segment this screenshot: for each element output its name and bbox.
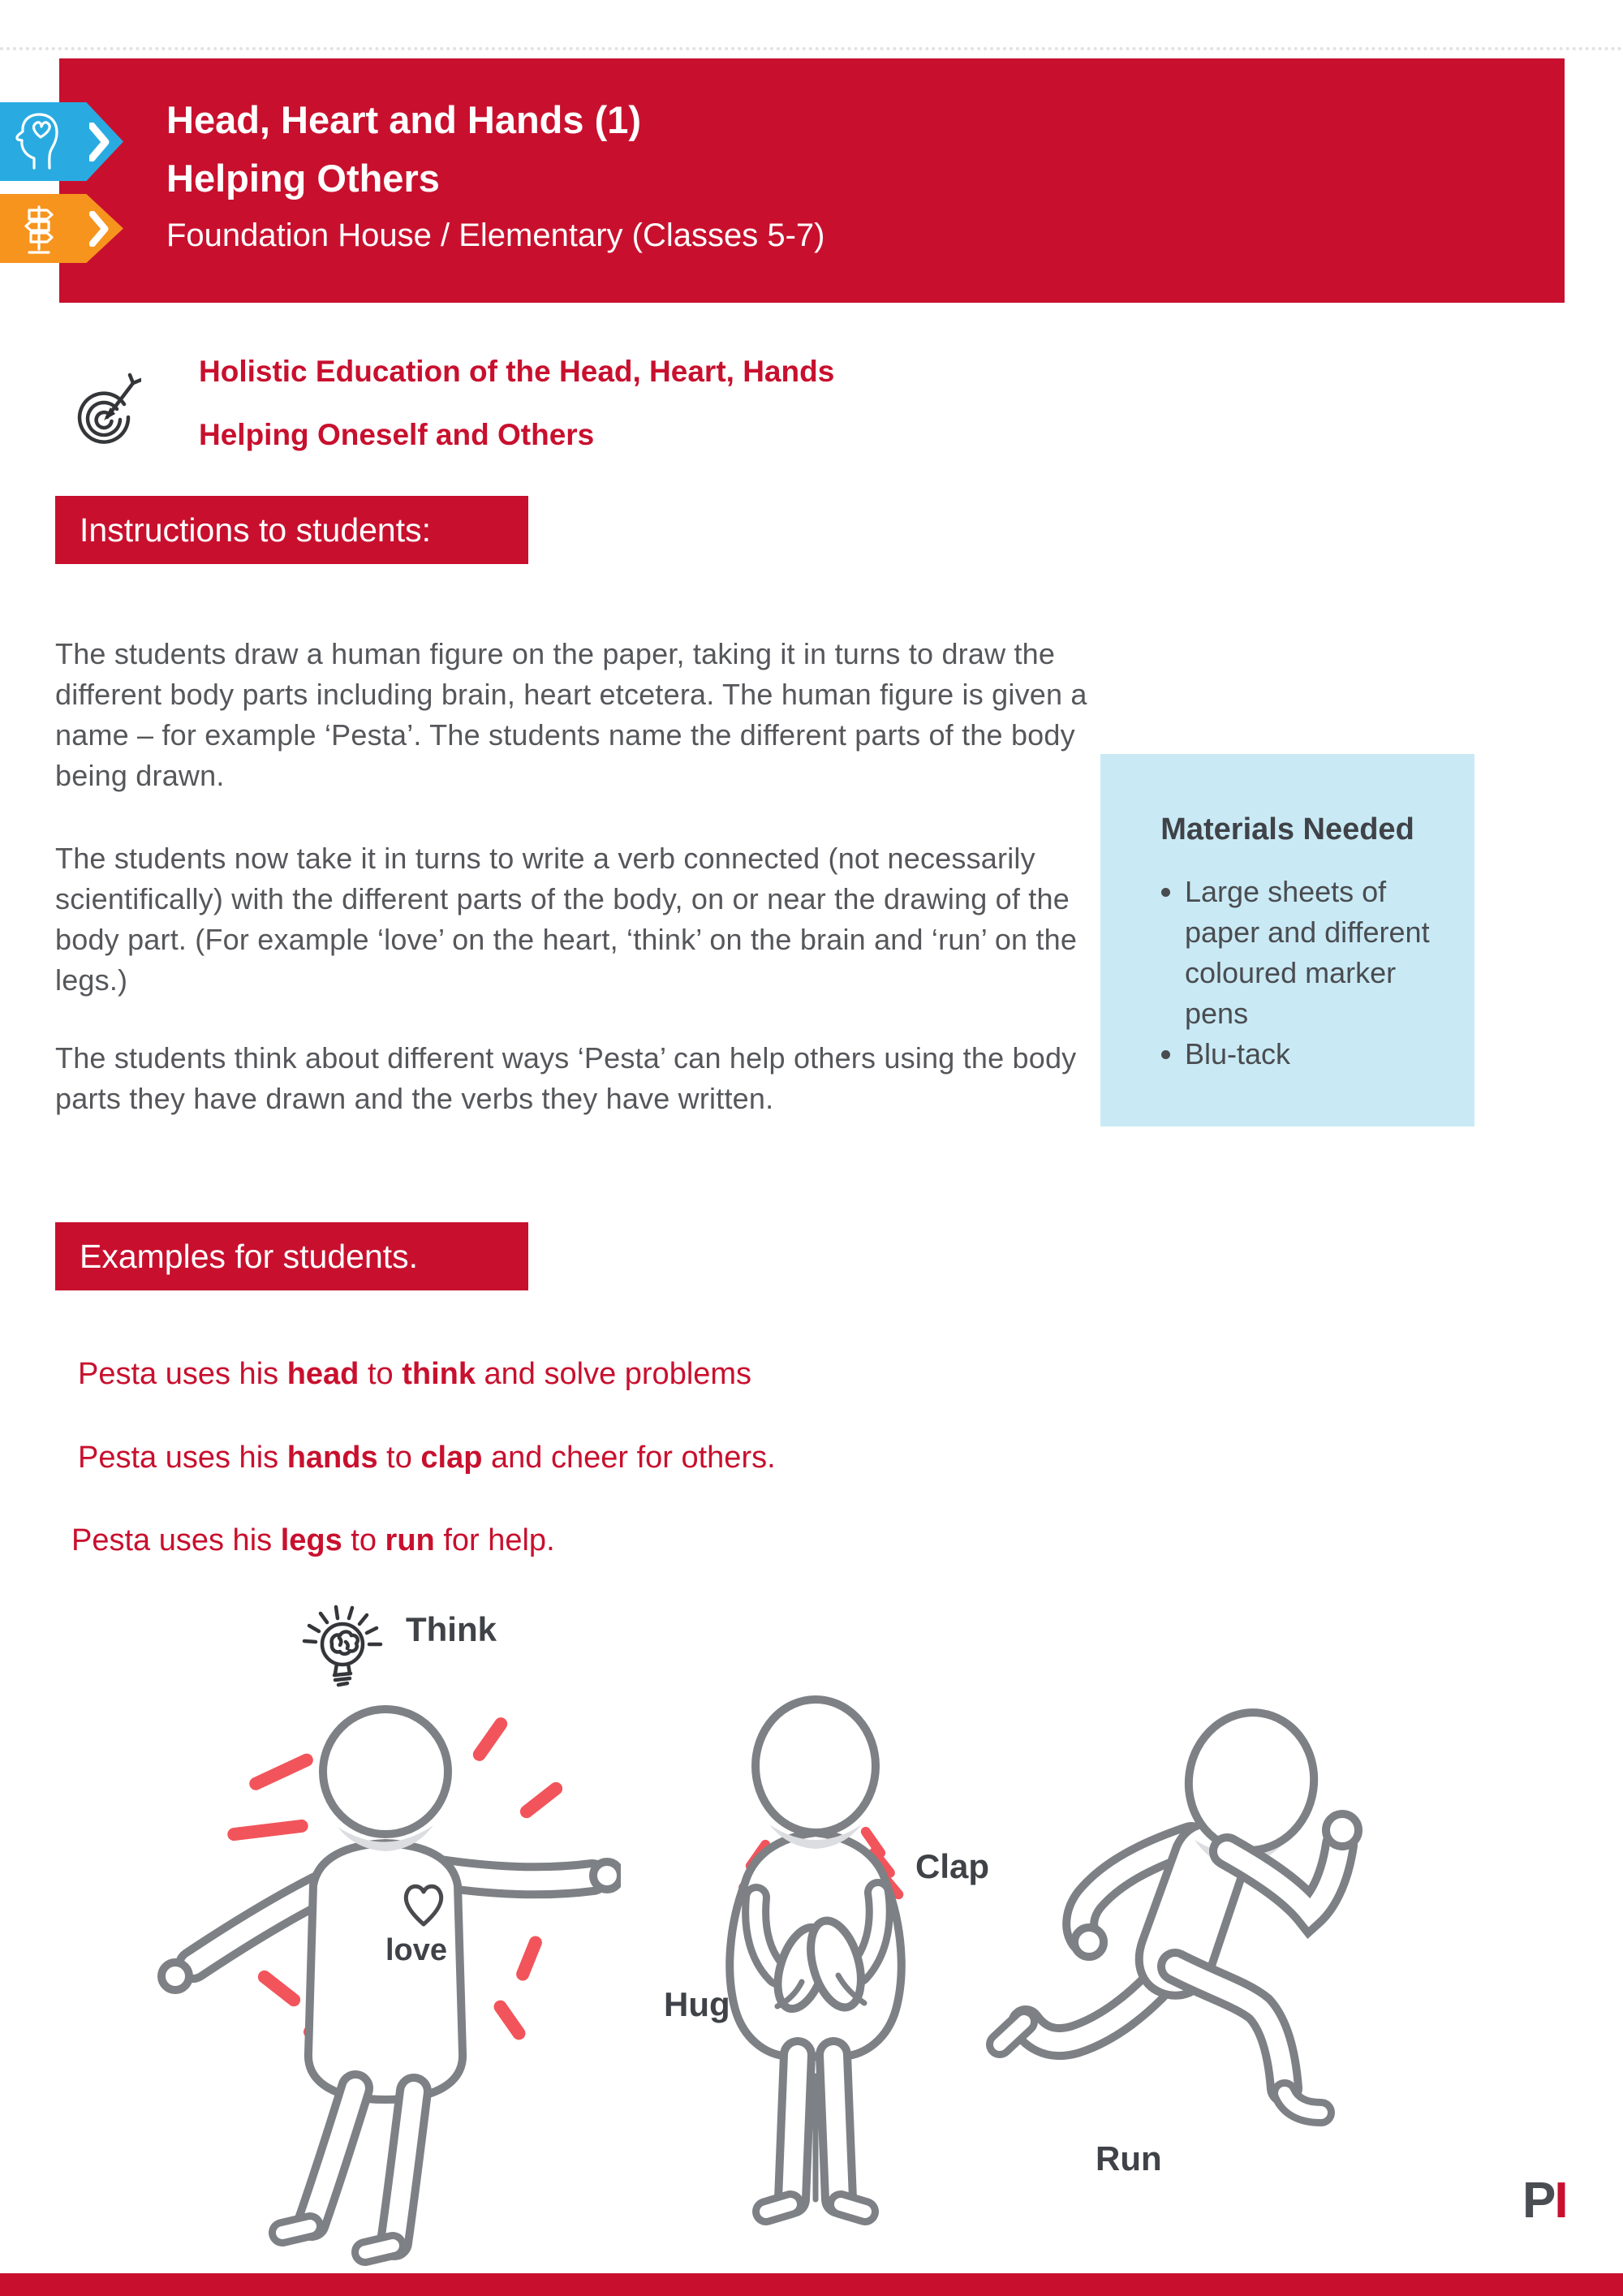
instructions-heading: Instructions to students: [80,510,432,549]
head-heart-icon [13,111,65,171]
materials-list [1100,872,1458,1075]
instructions-paragraph-3: The students think about different ways ‘Pesta’ can help others using the body parts they have drawn and the verbs they have written. [55,1041,1077,1115]
label-run: Run [1096,2139,1162,2178]
objective-line-2: Helping Oneself and Others [199,418,595,451]
label-clap: Clap [915,1847,990,1885]
materials-box [1100,754,1474,1126]
instructions-paragraph-1: The students draw a human figure on the paper, taking it in turns to draw the different body parts including brain, heart etcetera. The human figure is given a name – for example ‘Pesta’. The students name the different parts of the body being drawn. [55,637,1087,792]
examples-heading: Examples for students. [80,1237,419,1275]
materials-title: Materials Needed [1160,812,1414,846]
header-banner [59,58,1565,303]
chevron-right-icon [89,123,110,162]
label-think: Think [406,1610,497,1648]
instructions-heading-bar [55,496,528,564]
chevron-right-icon [89,211,110,247]
materials-item: • Blu-tack [1185,1034,1458,1075]
lesson-title-line2: Helping Others [166,157,440,200]
top-dotted-divider [0,47,1623,50]
target-dart-icon [73,370,141,451]
examples-heading-bar [55,1222,528,1290]
label-hug: Hug [664,1985,730,2023]
pestalozzi-logo [1522,2172,1567,2229]
footer-bar [0,2273,1623,2296]
example-sentence-3: Pesta uses his legs to run for help. [71,1523,555,1557]
instructions-paragraph-2: The students now take it in turns to write a verb connected (not necessarily scientifically) with the different parts of the body, on or near the drawing of the body part. (For example ‘love’ on the heart, ‘think’ on the brain and ‘run’ on the legs.) [55,842,1078,997]
materials-item: • Large sheets of paper and different coloured marker pens [1185,872,1458,1034]
figure-hug-clap-illustration [706,1688,941,2232]
logo-letter-p: P [1522,2173,1555,2229]
lesson-title-line1: Head, Heart and Hands (1) [166,98,642,141]
label-love: love [385,1933,448,1967]
example-sentence-2: Pesta uses his hands to clap and cheer for others. [78,1441,776,1475]
logo-letter-i: I [1554,2173,1567,2229]
figure-love-illustration [97,1684,621,2272]
signpost-icon [13,200,65,259]
objective-line-1: Holistic Education of the Head, Heart, Hands [199,355,835,388]
example-sentence-1: Pesta uses his head to think and solve problems [78,1357,752,1391]
figure-run-illustration [966,1700,1404,2143]
lesson-subtitle: Foundation House / Elementary (Classes 5-7) [166,218,825,253]
